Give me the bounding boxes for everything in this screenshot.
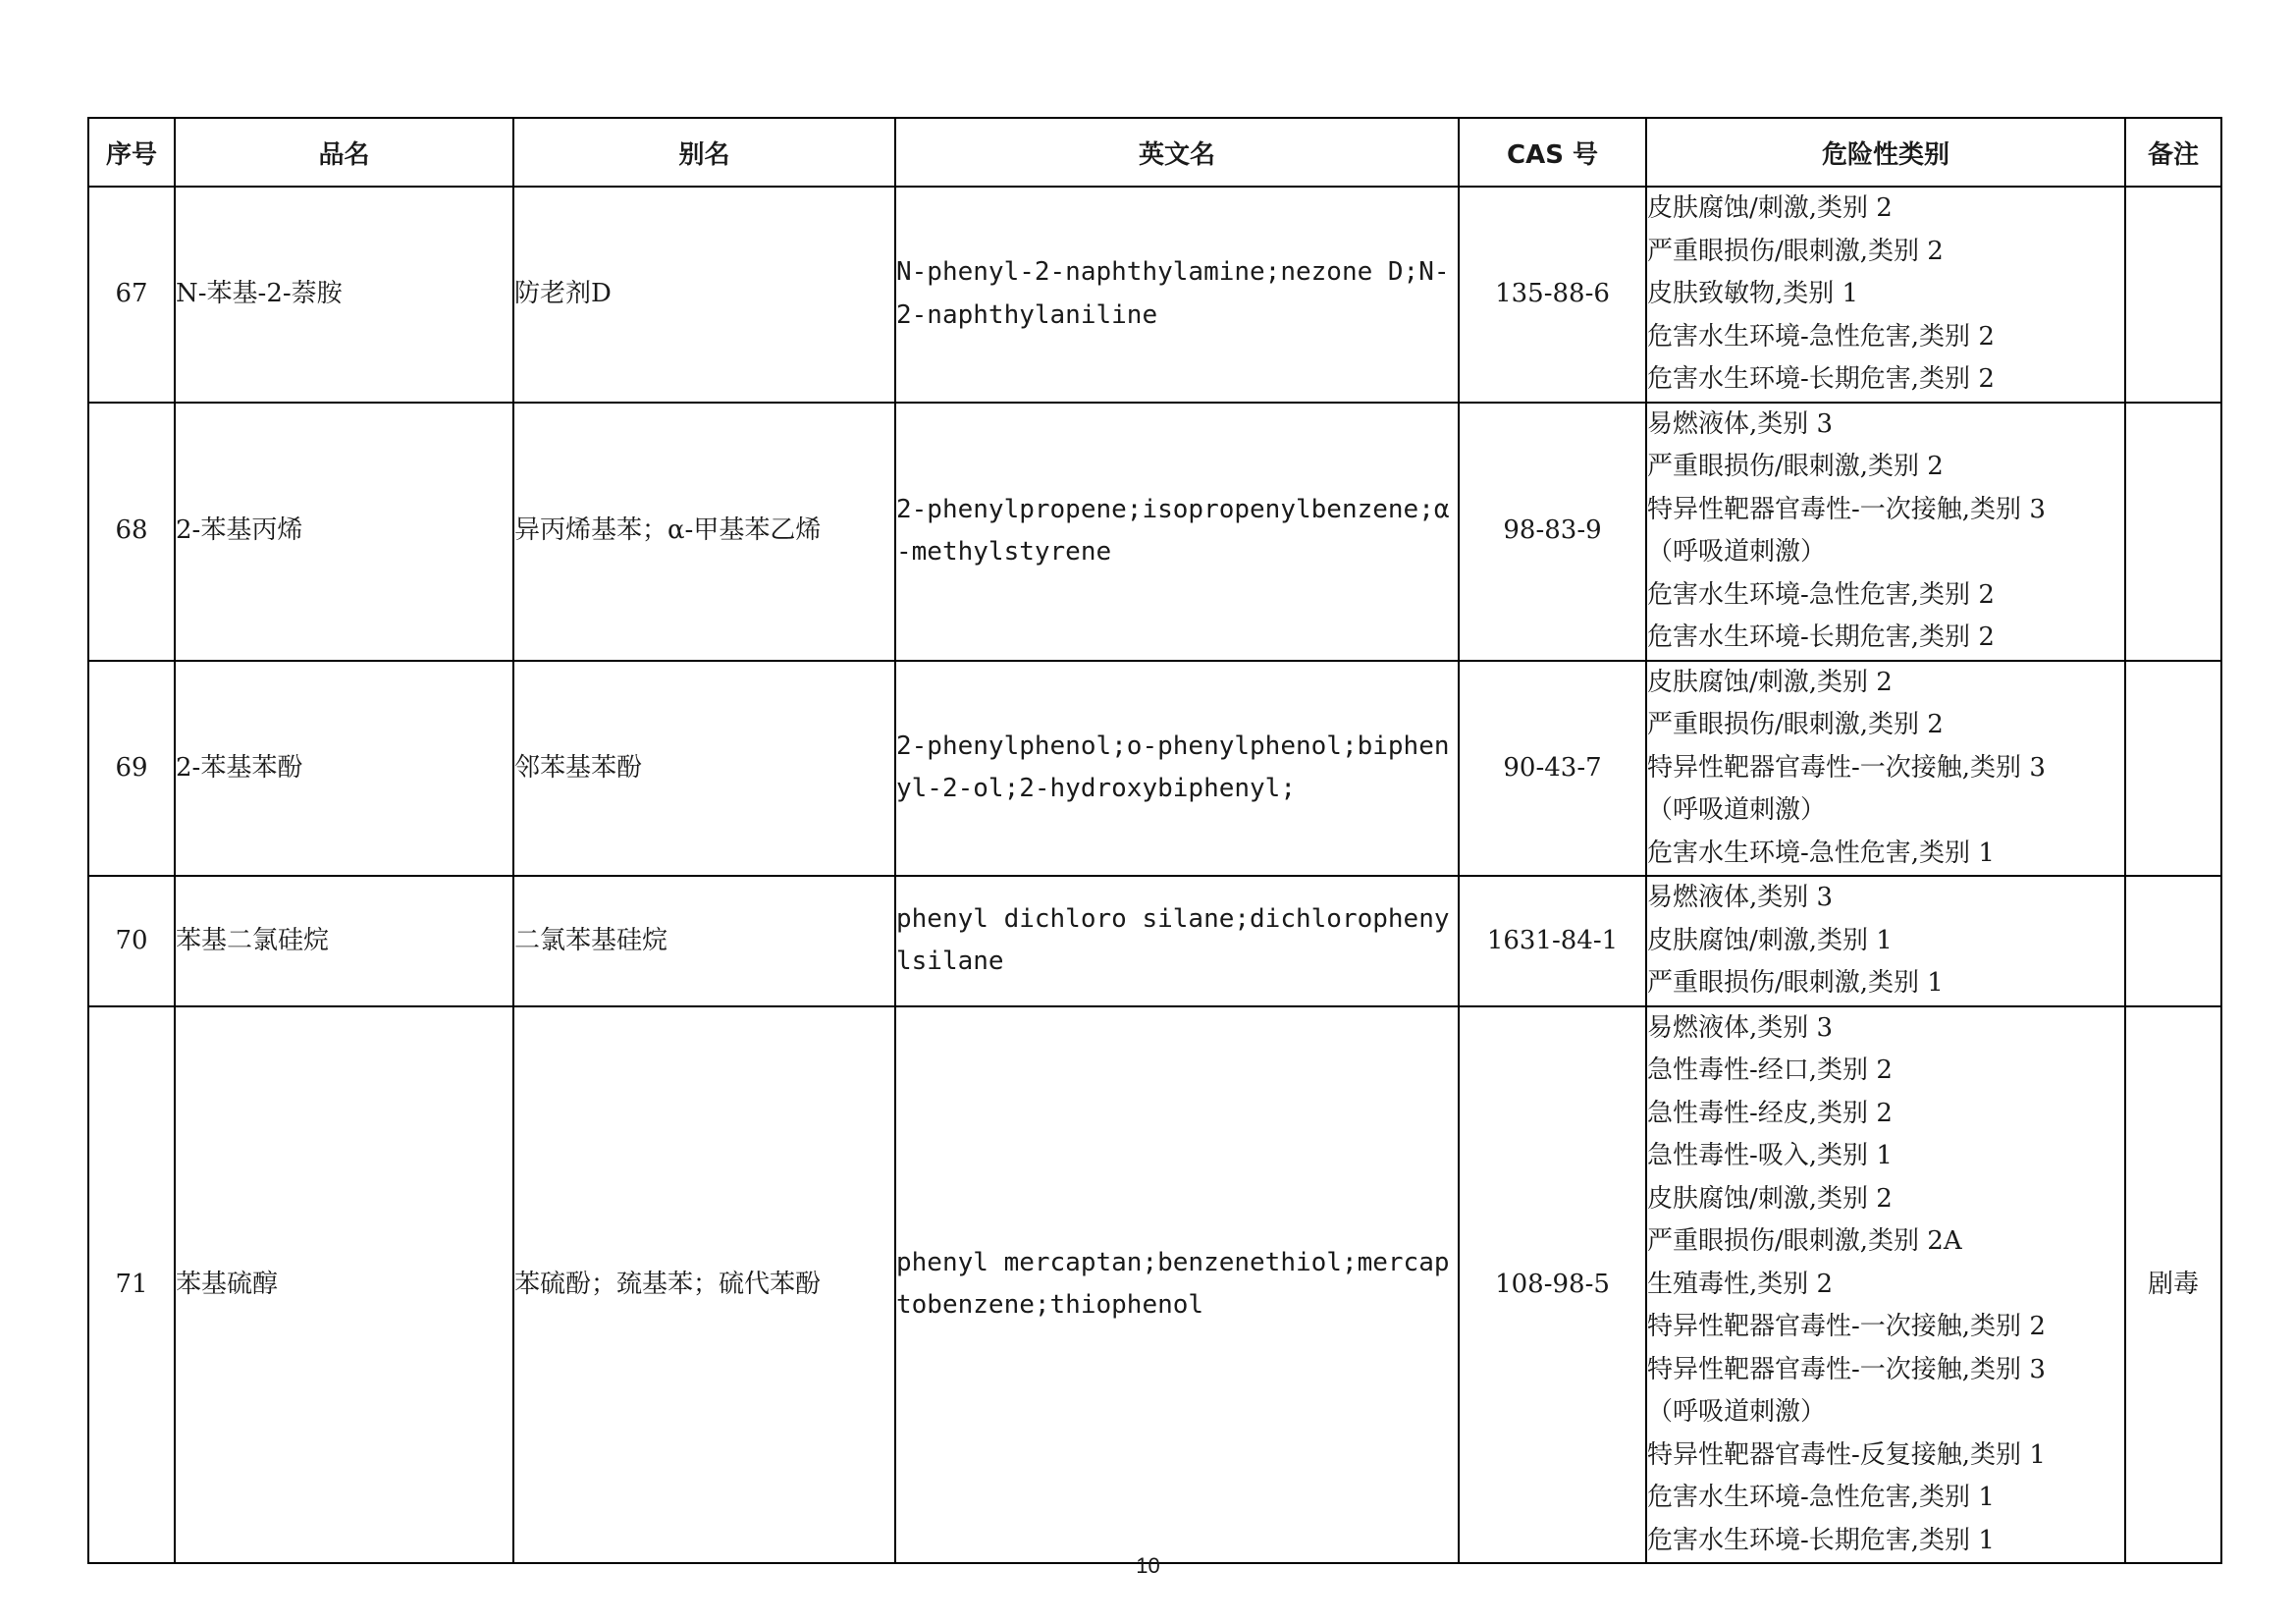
hazard-line: 危害水生环境-长期危害,类别 2 — [1647, 364, 1995, 394]
cell-english: 2-phenylpropene;isopropenylbenzene;α-methylstyrene — [895, 403, 1459, 661]
header-hazard: 危险性类别 — [1646, 118, 2125, 187]
hazard-line: 严重眼损伤/眼刺激,类别 2 — [1647, 236, 1944, 266]
header-note: 备注 — [2125, 118, 2221, 187]
cell-no: 69 — [88, 661, 175, 877]
cell-hazard — [1646, 661, 2125, 877]
cell-hazard — [1646, 403, 2125, 661]
hazard-line: 特异性靶器官毒性-一次接触,类别 3 — [1647, 752, 2046, 783]
hazard-line: 特异性靶器官毒性-一次接触,类别 3 — [1647, 494, 2046, 524]
chemical-table — [87, 117, 2222, 1564]
cell-cas: 1631-84-1 — [1459, 876, 1646, 1006]
cell-cas: 98-83-9 — [1459, 403, 1646, 661]
page-number: 10 — [1136, 1553, 1160, 1578]
cell-cas: 135-88-6 — [1459, 187, 1646, 403]
hazard-line: （呼吸道刺激） — [1647, 1397, 1827, 1427]
header-no: 序号 — [88, 118, 175, 187]
cell-no: 71 — [88, 1006, 175, 1564]
table-header — [88, 118, 2221, 187]
hazard-line: 严重眼损伤/眼刺激,类别 2A — [1647, 1226, 1962, 1256]
header-english: 英文名 — [895, 118, 1459, 187]
cell-alias: 邻苯基苯酚 — [513, 661, 895, 877]
cell-note — [2125, 403, 2221, 661]
table-row — [88, 661, 2221, 877]
hazard-line: 生殖毒性,类别 2 — [1647, 1269, 1834, 1299]
cell-name: 2-苯基苯酚 — [175, 661, 513, 877]
hazard-line: 危害水生环境-长期危害,类别 2 — [1647, 623, 1995, 652]
cell-name: 苯基硫醇 — [175, 1006, 513, 1564]
cell-hazard — [1646, 1006, 2125, 1564]
hazard-line: 急性毒性-经皮,类别 2 — [1647, 1098, 1893, 1128]
cell-note — [2125, 661, 2221, 877]
hazard-line: 皮肤腐蚀/刺激,类别 2 — [1647, 667, 1893, 697]
hazard-line: （呼吸道刺激） — [1647, 795, 1827, 825]
header-row — [88, 118, 2221, 187]
hazard-line: 特异性靶器官毒性-反复接触,类别 1 — [1647, 1439, 2046, 1470]
cell-note: 剧毒 — [2125, 1006, 2221, 1564]
header-name: 品名 — [175, 118, 513, 187]
cell-no: 70 — [88, 876, 175, 1006]
table-row — [88, 187, 2221, 403]
cell-name: 苯基二氯硅烷 — [175, 876, 513, 1006]
hazard-line: 特异性靶器官毒性-一次接触,类别 2 — [1647, 1312, 2046, 1341]
hazard-line: 易燃液体,类别 3 — [1647, 883, 1834, 912]
hazard-line: 严重眼损伤/眼刺激,类别 2 — [1647, 452, 1944, 481]
cell-english: N-phenyl-2-naphthylamine;nezone D;N-2-naphthylaniline — [895, 187, 1459, 403]
cell-alias: 异丙烯基苯；α-甲基苯乙烯 — [513, 403, 895, 661]
cell-english: phenyl mercaptan;benzenethiol;mercaptobenzene;thiophenol — [895, 1006, 1459, 1564]
cell-alias: 防老剂D — [513, 187, 895, 403]
hazard-line: 严重眼损伤/眼刺激,类别 1 — [1647, 968, 1944, 998]
hazard-line: 易燃液体,类别 3 — [1647, 1012, 1834, 1043]
hazard-line: 严重眼损伤/眼刺激,类别 2 — [1647, 710, 1944, 739]
cell-cas: 90-43-7 — [1459, 661, 1646, 877]
cell-note — [2125, 876, 2221, 1006]
cell-no: 67 — [88, 187, 175, 403]
cell-hazard — [1646, 187, 2125, 403]
cell-no: 68 — [88, 403, 175, 661]
cell-name: N-苯基-2-萘胺 — [175, 187, 513, 403]
hazard-line: 皮肤腐蚀/刺激,类别 2 — [1647, 193, 1893, 223]
hazard-line: 易燃液体,类别 3 — [1647, 408, 1834, 439]
hazard-line: 危害水生环境-急性危害,类别 1 — [1647, 1483, 1995, 1512]
cell-hazard — [1646, 876, 2125, 1006]
table-row — [88, 1006, 2221, 1564]
cell-alias: 二氯苯基硅烷 — [513, 876, 895, 1006]
cell-english: phenyl dichloro silane;dichlorophenylsilane — [895, 876, 1459, 1006]
hazard-line: 特异性靶器官毒性-一次接触,类别 3 — [1647, 1354, 2046, 1384]
hazard-line: 皮肤致敏物,类别 1 — [1647, 279, 1859, 308]
hazard-line: 急性毒性-吸入,类别 1 — [1647, 1141, 1893, 1170]
hazard-line: 危害水生环境-急性危害,类别 2 — [1647, 579, 1995, 610]
hazard-line: 危害水生环境-长期危害,类别 1 — [1647, 1525, 1995, 1555]
cell-name: 2-苯基丙烯 — [175, 403, 513, 661]
table-row — [88, 403, 2221, 661]
hazard-line: 皮肤腐蚀/刺激,类别 1 — [1647, 925, 1893, 955]
table-body — [88, 187, 2221, 1563]
table-row — [88, 876, 2221, 1006]
cell-note — [2125, 187, 2221, 403]
hazard-line: 皮肤腐蚀/刺激,类别 2 — [1647, 1183, 1893, 1214]
header-cas: CAS 号 — [1459, 118, 1646, 187]
cell-alias: 苯硫酚；巯基苯；硫代苯酚 — [513, 1006, 895, 1564]
header-alias: 别名 — [513, 118, 895, 187]
cell-cas: 108-98-5 — [1459, 1006, 1646, 1564]
cell-english: 2-phenylphenol;o-phenylphenol;biphenyl-2-ol;2-hydroxybiphenyl; — [895, 661, 1459, 877]
hazard-line: （呼吸道刺激） — [1647, 537, 1827, 567]
hazard-line: 危害水生环境-急性危害,类别 2 — [1647, 321, 1995, 352]
hazard-line: 危害水生环境-急性危害,类别 1 — [1647, 838, 1995, 868]
hazard-line: 急性毒性-经口,类别 2 — [1647, 1056, 1893, 1085]
